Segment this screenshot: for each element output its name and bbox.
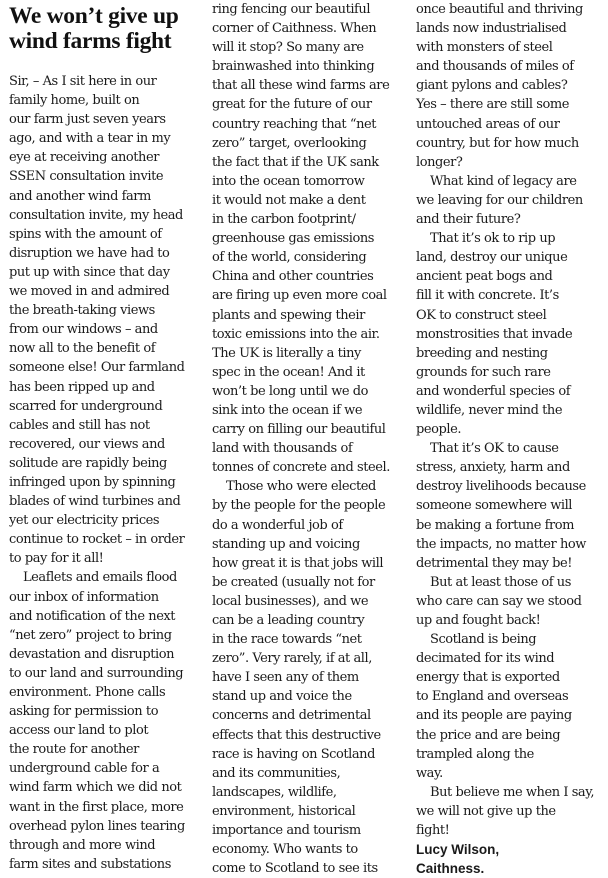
text-line: way.	[416, 765, 443, 781]
text-line: eye at receiving another	[9, 150, 159, 166]
text-line: to England and overseas	[416, 689, 569, 705]
text-line: But at least those of us	[430, 574, 571, 590]
text-line: someone else! Our farmland	[9, 360, 185, 376]
text-line: Yes – there are still some	[416, 97, 570, 113]
text-line: the route for another	[9, 742, 139, 758]
text-line: detrimental they may be!	[416, 555, 573, 571]
text-line: how great it is that jobs will	[212, 555, 384, 571]
text-line: giant pylons and cables?	[416, 78, 568, 94]
text-line: economy. Who wants to	[212, 842, 358, 858]
text-line: come to Scotland to see its	[212, 861, 378, 877]
text-line: family home, built on	[9, 93, 140, 109]
text-line: ancient peat bogs and	[416, 269, 553, 285]
text-line: wind farm which we did not	[9, 780, 182, 796]
text-line: and its people are paying	[416, 708, 572, 724]
text-line: fill it with concrete. It’s	[416, 288, 559, 304]
text-line: “net zero” project to bring	[9, 627, 172, 643]
text-line: underground cable for a	[9, 761, 160, 777]
column-2-text	[212, 0, 406, 878]
text-line: do a wonderful job of	[212, 517, 343, 533]
text-line: up and fought back!	[416, 613, 541, 628]
text-line: into the ocean tomorrow	[212, 173, 365, 189]
text-line: zero” target, overlooking	[212, 135, 367, 151]
text-line: now all to the benefit of	[9, 341, 156, 357]
text-line: spec in the ocean! And it	[212, 364, 365, 380]
text-line: consultation invite, my head	[9, 207, 183, 223]
text-line: untouched areas of our	[416, 116, 560, 132]
text-line: spins with the amount of	[9, 226, 162, 242]
text-line: corner of Caithness. When	[212, 21, 377, 37]
text-line: in the carbon footprint/	[212, 212, 356, 228]
column-2	[212, 0, 406, 877]
text-line: ring fencing our beautiful	[212, 2, 371, 17]
text-line: OK to construct steel	[416, 307, 547, 323]
text-line: monstrosities that invade	[416, 326, 573, 342]
text-line: concerns and detrimental	[212, 708, 371, 724]
headline	[9, 4, 202, 54]
text-line: effects that this destructive	[212, 727, 381, 743]
text-line: it would not make a dent	[212, 192, 366, 208]
text-line: and wonderful species of	[416, 383, 571, 399]
text-line: has been ripped up and	[9, 379, 155, 395]
text-line: greenhouse gas emissions	[212, 231, 374, 247]
text-line: brainwashed into thinking	[212, 59, 375, 75]
text-line: once beautiful and thriving	[416, 2, 583, 17]
text-line: lands now industrialised	[416, 21, 567, 37]
text-line: trampled along the	[416, 746, 534, 762]
text-line: to our land and surrounding	[9, 665, 184, 681]
text-line: Sir, – As I sit here in our	[9, 74, 157, 89]
text-line: have I seen any of them	[212, 670, 359, 686]
text-line: continue to rocket – in order	[9, 532, 185, 548]
text-line: zero”. Very rarely, if at all,	[212, 651, 372, 667]
text-line: of the world, considering	[212, 250, 367, 266]
text-line: will it stop? So many are	[212, 40, 364, 56]
text-line: we will not give up the	[416, 803, 556, 819]
text-line: wildlife, never mind the	[416, 402, 563, 418]
text-line: decimated for its wind	[416, 651, 555, 667]
text-line: fight!	[416, 823, 450, 839]
text-line: That it’s OK to cause	[430, 441, 559, 457]
text-line: through and more wind	[9, 837, 156, 853]
text-line: Those who were elected	[226, 479, 376, 495]
headline-line: We won’t give up	[9, 3, 179, 29]
text-line: we leaving for our children	[416, 192, 583, 208]
text-line: environment. Phone calls	[9, 685, 166, 700]
signature-place: Caithness.	[416, 861, 485, 877]
text-line: standing up and voicing	[212, 536, 360, 552]
text-line: sink into the ocean if we	[212, 402, 363, 418]
text-line: Scotland is being	[430, 632, 537, 648]
text-line: be created (usually not for	[212, 574, 375, 590]
text-line: yet our electricity prices	[9, 513, 160, 529]
text-line: stress, anxiety, harm and	[416, 460, 570, 476]
text-line: people.	[416, 422, 461, 438]
text-line: country reaching that “net	[212, 116, 377, 132]
text-line: can be a leading country	[212, 613, 365, 628]
text-line: landscapes, wildlife,	[212, 784, 337, 800]
text-line: the impacts, no matter how	[416, 536, 586, 552]
text-line: That it’s ok to rip up	[430, 231, 556, 247]
column-3-text	[416, 0, 606, 840]
text-line: are firing up even more coal	[212, 288, 387, 304]
text-line: access our land to plot	[9, 723, 149, 739]
text-line: land with thousands of	[212, 441, 353, 457]
text-line: in the race towards “net	[212, 632, 362, 648]
text-line: and another wind farm	[9, 188, 151, 204]
text-line: But believe me when I say,	[430, 784, 595, 800]
text-line: SSEN consultation invite	[9, 169, 164, 185]
text-line: farm sites and substations	[9, 856, 171, 872]
signature-name: Lucy Wilson,	[416, 842, 500, 858]
text-line: destroy livelihoods because	[416, 479, 586, 495]
text-line: the fact that if the UK sank	[212, 154, 379, 170]
text-line: by the people for the people	[212, 498, 386, 514]
text-line: scarred for underground	[9, 398, 163, 414]
text-line: won’t be long until we do	[212, 383, 369, 399]
text-line: plants and spewing their	[212, 307, 365, 323]
text-line: our farm just seven years	[9, 112, 166, 128]
text-line: The UK is literally a tiny	[212, 345, 361, 361]
text-line: to pay for it all!	[9, 551, 104, 567]
column-1	[9, 0, 202, 872]
text-line: and its communities,	[212, 765, 341, 781]
text-line: What kind of legacy are	[430, 173, 577, 189]
text-line: country, but for how much	[416, 135, 579, 151]
text-line: Leaflets and emails flood	[23, 570, 177, 586]
text-line: local businesses), and we	[212, 593, 369, 609]
column-1-text	[9, 72, 202, 874]
text-line: our inbox of information	[9, 589, 159, 605]
text-line: the breath-taking views	[9, 303, 155, 319]
text-line: race is having on Scotland	[212, 746, 375, 762]
text-line: tonnes of concrete and steel.	[212, 460, 390, 476]
text-line: with monsters of steel	[416, 40, 553, 56]
headline-line: wind farms fight	[9, 28, 172, 54]
text-line: energy that is exported	[416, 670, 560, 686]
text-line: be making a fortune from	[416, 517, 574, 533]
text-line: and their future?	[416, 212, 521, 228]
text-line: breeding and nesting	[416, 345, 548, 361]
text-line: and thousands of miles of	[416, 59, 574, 75]
text-line: infringed upon by spinning	[9, 474, 176, 490]
text-line: great for the future of our	[212, 97, 372, 113]
text-line: disruption we have had to	[9, 245, 170, 261]
text-line: put up with since that day	[9, 264, 170, 280]
text-line: we moved in and admired	[9, 284, 170, 300]
text-line: someone somewhere will	[416, 498, 572, 514]
text-line: solitude are rapidly being	[9, 455, 167, 471]
text-line: stand up and voice the	[212, 689, 352, 705]
text-line: ago, and with a tear in my	[9, 131, 171, 147]
text-line: the price and are being	[416, 727, 561, 743]
signature	[416, 840, 606, 878]
text-line: that all these wind farms are	[212, 78, 390, 94]
text-line: cables and still has not	[9, 417, 150, 433]
text-line: who care can say we stood	[416, 593, 582, 609]
text-line: overhead pylon lines tearing	[9, 818, 185, 834]
text-line: and notification of the next	[9, 608, 176, 624]
text-line: environment, historical	[212, 803, 356, 819]
column-3	[416, 0, 606, 877]
text-line: asking for permission to	[9, 704, 159, 720]
text-line: want in the first place, more	[9, 799, 184, 815]
text-line: land, destroy our unique	[416, 250, 568, 266]
text-line: grounds for such rare	[416, 364, 551, 380]
text-line: from our windows – and	[9, 322, 158, 338]
text-line: longer?	[416, 154, 463, 170]
text-line: importance and tourism	[212, 823, 361, 839]
text-line: recovered, our views and	[9, 436, 165, 452]
text-line: toxic emissions into the air.	[212, 326, 380, 342]
text-line: carry on filling our beautiful	[212, 422, 386, 438]
text-line: China and other countries	[212, 269, 374, 285]
text-line: devastation and disruption	[9, 646, 174, 662]
text-line: blades of wind turbines and	[9, 494, 181, 510]
